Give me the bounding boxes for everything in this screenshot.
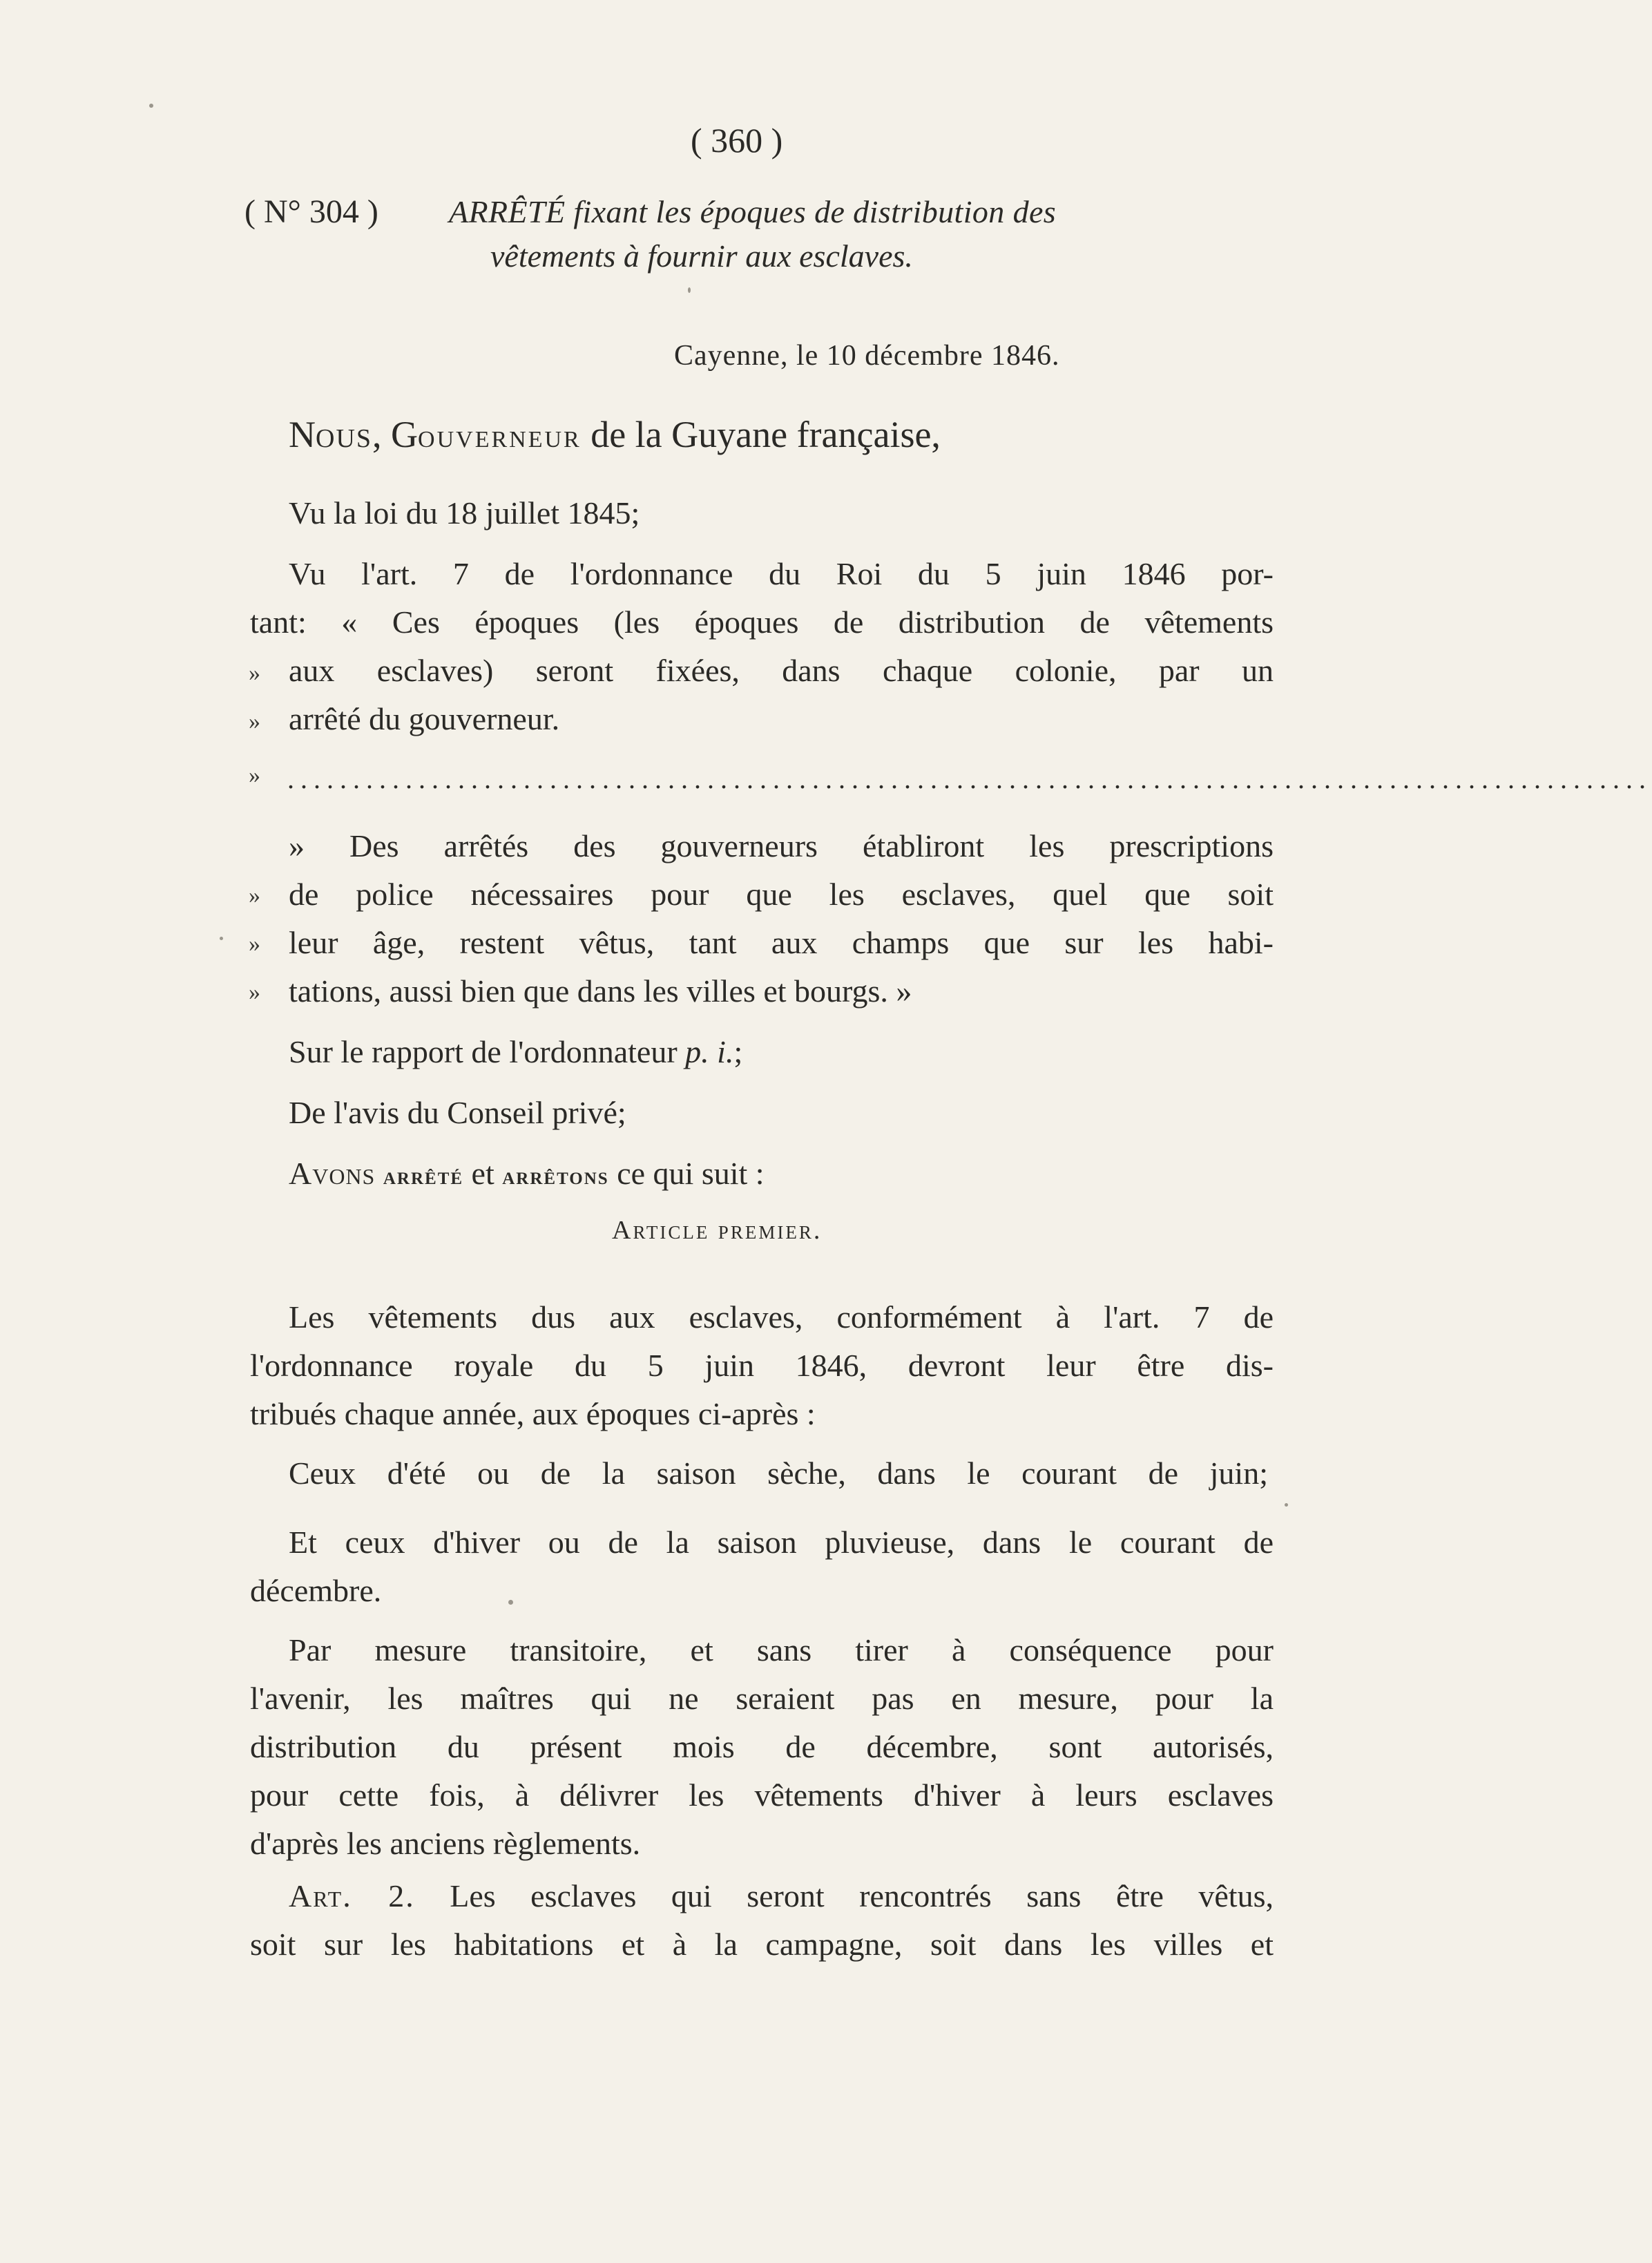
quote-mark-2: » <box>249 709 260 734</box>
sur-le-rapport <box>289 1028 742 1076</box>
decree-title-line2: vêtements à fournir aux esclaves. <box>490 238 913 274</box>
gouverneur-initial: G <box>391 414 419 455</box>
avons-word: Avons <box>289 1156 376 1191</box>
nous-rest: OUS <box>316 424 373 453</box>
article-1-paragraph <box>250 1293 1274 1438</box>
date-line: Cayenne, le 10 décembre 1846. <box>674 340 1060 372</box>
decree-number: ( N° 304 ) <box>244 193 378 230</box>
transitoire-paragraph <box>250 1626 1274 1868</box>
avons-arrete <box>289 1149 765 1200</box>
quote-line3: leur âge, restent vêtus, tant aux champs que sur les habi- <box>289 925 1274 960</box>
arretons-word: arrêtons <box>502 1162 609 1190</box>
vu-art-line3: aux esclaves) seront fixées, dans chaque colonie, par un <box>289 653 1274 688</box>
art2-label: Art. 2. <box>289 1878 415 1913</box>
vu-art-line2: tant: « Ces époques (les époques de distribution de vêtements <box>250 604 1274 640</box>
art2-line1-text: Les esclaves qui seront rencontrés sans être vêtus, <box>450 1878 1274 1913</box>
rapport-end: ; <box>733 1034 743 1069</box>
quote-mark-ellipsis: » <box>249 763 260 788</box>
vu-loi: Vu la loi du 18 juillet 1845; <box>289 495 640 531</box>
preamble-nous <box>289 410 941 464</box>
nous-initial: N <box>289 414 316 455</box>
vu-art-line4: arrêté du gouverneur. <box>289 701 560 736</box>
transitoire-line5: d'après les anciens règlements. <box>250 1826 641 1861</box>
art2-line2: soit sur les habitations et à la campagne, soit dans les villes et <box>250 1927 1274 1962</box>
transitoire-line2: l'avenir, les maîtres qui ne seraient pas en mesure, pour la <box>250 1681 1274 1716</box>
decree-title-line1: ARRÊTÉ fixant les époques de distribution des <box>449 194 1057 229</box>
nous-remainder: de la Guyane française, <box>590 414 941 455</box>
quote-mark-1: » <box>249 660 260 686</box>
article-2-paragraph <box>250 1872 1274 1969</box>
ete-line <box>289 1449 1268 1498</box>
quote-mark-4: » <box>249 931 260 957</box>
paper-speck <box>508 1600 513 1605</box>
art1-line3: tribués chaque année, aux époques ci-après : <box>250 1396 816 1431</box>
art2-line1 <box>250 1872 1274 1920</box>
arrete-word: arrêté <box>383 1162 464 1190</box>
rapport-italic: p. i. <box>685 1034 734 1069</box>
quote-line2: de police nécessaires pour que les esclaves, quel que soit <box>289 877 1274 912</box>
paper-speck <box>149 104 153 108</box>
hiver-line1: Et ceux d'hiver ou de la saison pluvieuse, dans le courant de <box>289 1525 1274 1560</box>
gouverneur-rest: OUVERNEUR <box>418 427 582 452</box>
paper-speck <box>220 937 223 940</box>
art1-line1: Les vêtements dus aux esclaves, conformément à l'art. 7 de <box>289 1299 1274 1335</box>
quote-mark-5: » <box>249 980 260 1005</box>
art1-line2: l'ordonnance royale du 5 juin 1846, devront leur être dis- <box>250 1348 1274 1383</box>
quote-line4: tations, aussi bien que dans les villes et bourgs. » <box>289 973 912 1009</box>
hiver-line2: décembre. <box>250 1573 382 1608</box>
hiver-paragraph <box>250 1518 1274 1615</box>
page-number: ( 360 ) <box>691 121 783 160</box>
paper-speck <box>1285 1503 1288 1507</box>
ellipsis-line: ........................................................................................................ <box>287 763 1652 794</box>
de-l-avis: De l'avis du Conseil privé; <box>289 1095 626 1130</box>
vu-art-line1: Vu l'art. 7 de l'ordonnance du Roi du 5 juin 1846 por- <box>289 556 1274 591</box>
et-word: et <box>471 1156 494 1191</box>
quote-line1: » Des arrêtés des gouverneurs établiront les prescriptions <box>289 828 1274 863</box>
transitoire-line1: Par mesure transitoire, et sans tirer à conséquence pour <box>289 1632 1274 1668</box>
quote-mark-3: » <box>249 883 260 908</box>
rapport-text: Sur le rapport de l'ordonnateur <box>289 1034 678 1069</box>
ete-text: Ceux d'été ou de la saison sèche, dans le courant de juin; <box>289 1455 1268 1491</box>
paper-speck <box>688 287 691 293</box>
vu-art-paragraph <box>250 550 1274 743</box>
nous-comma: , <box>372 414 382 455</box>
avons-rest: ce qui suit : <box>617 1156 765 1191</box>
transitoire-line4: pour cette fois, à délivrer les vêtements d'hiver à leurs esclaves <box>250 1777 1274 1813</box>
quote-paragraph <box>250 822 1274 1015</box>
article-premier-heading: Article premier. <box>612 1216 823 1245</box>
transitoire-line3: distribution du présent mois de décembre, sont autorisés, <box>250 1729 1274 1764</box>
